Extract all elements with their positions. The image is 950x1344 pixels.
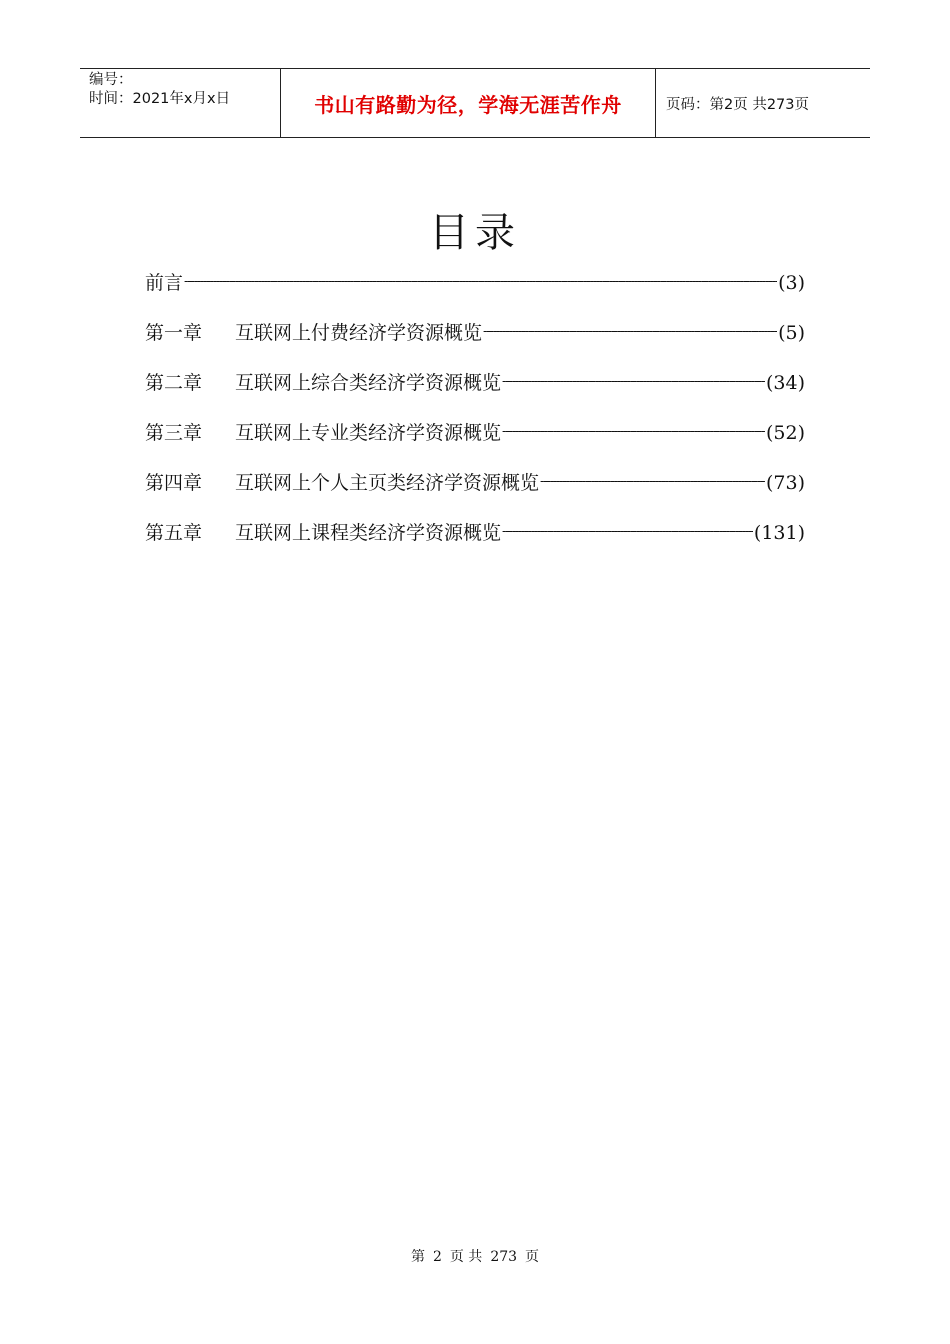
toc-list bbox=[145, 268, 805, 568]
serial-number-label: 编号： bbox=[89, 72, 133, 88]
header-meta bbox=[80, 69, 281, 137]
date-label: 时间：2021年x月x日 bbox=[89, 91, 231, 107]
toc-chapter-title: 互联网上综合类经济学资源概览 bbox=[235, 372, 502, 394]
toc-leader-dashes bbox=[502, 367, 765, 397]
toc-chapter-title: 互联网上个人主页类经济学资源概览 bbox=[235, 472, 540, 494]
toc-entry-chapter-5[interactable] bbox=[145, 518, 805, 568]
toc-page-number: (3) bbox=[778, 272, 805, 294]
toc-page-number: (34) bbox=[765, 372, 805, 394]
toc-page-number: (73) bbox=[765, 472, 805, 494]
toc-leader-dashes bbox=[502, 417, 765, 447]
toc-chapter-title: 互联网上课程类经济学资源概览 bbox=[235, 522, 502, 544]
footer-current-page: 2 bbox=[432, 1249, 442, 1265]
footer-prefix: 第 bbox=[410, 1249, 425, 1265]
toc-page-number: (131) bbox=[753, 522, 805, 544]
toc-chapter-title: 互联网上专业类经济学资源概览 bbox=[235, 422, 502, 444]
toc-page-number: (52) bbox=[765, 422, 805, 444]
toc-entry-chapter-2[interactable] bbox=[145, 368, 805, 418]
toc-entry-chapter-3[interactable] bbox=[145, 418, 805, 468]
toc-leader-dashes bbox=[502, 517, 753, 547]
toc-leader-dashes bbox=[540, 467, 765, 497]
header-page-info: 页码：第2页 共273页 bbox=[666, 96, 810, 113]
toc-entry-preface[interactable] bbox=[145, 268, 805, 318]
footer-total-pages: 273 bbox=[490, 1249, 518, 1265]
toc-chapter-label: 第二章 bbox=[145, 372, 203, 394]
toc-chapter-label: 前言 bbox=[145, 272, 184, 294]
toc-chapter-label: 第四章 bbox=[145, 472, 203, 494]
page-footer bbox=[0, 1246, 950, 1266]
toc-chapter-title: 互联网上付费经济学资源概览 bbox=[235, 322, 483, 344]
toc-title: 目录 bbox=[429, 210, 521, 256]
page-header bbox=[80, 68, 870, 138]
toc-chapter-label: 第三章 bbox=[145, 422, 203, 444]
toc-chapter-label: 第一章 bbox=[145, 322, 203, 344]
toc-chapter-label: 第五章 bbox=[145, 522, 203, 544]
toc-leader-dashes bbox=[483, 317, 777, 347]
footer-mid: 页 共 bbox=[449, 1249, 483, 1265]
toc-leader-dashes bbox=[184, 267, 777, 297]
toc-entry-chapter-4[interactable] bbox=[145, 468, 805, 518]
footer-suffix: 页 bbox=[525, 1249, 540, 1265]
toc-page-number: (5) bbox=[778, 322, 805, 344]
toc-entry-chapter-1[interactable] bbox=[145, 318, 805, 368]
header-motto: 书山有路勤为径，学海无涯苦作舟 bbox=[281, 69, 656, 137]
